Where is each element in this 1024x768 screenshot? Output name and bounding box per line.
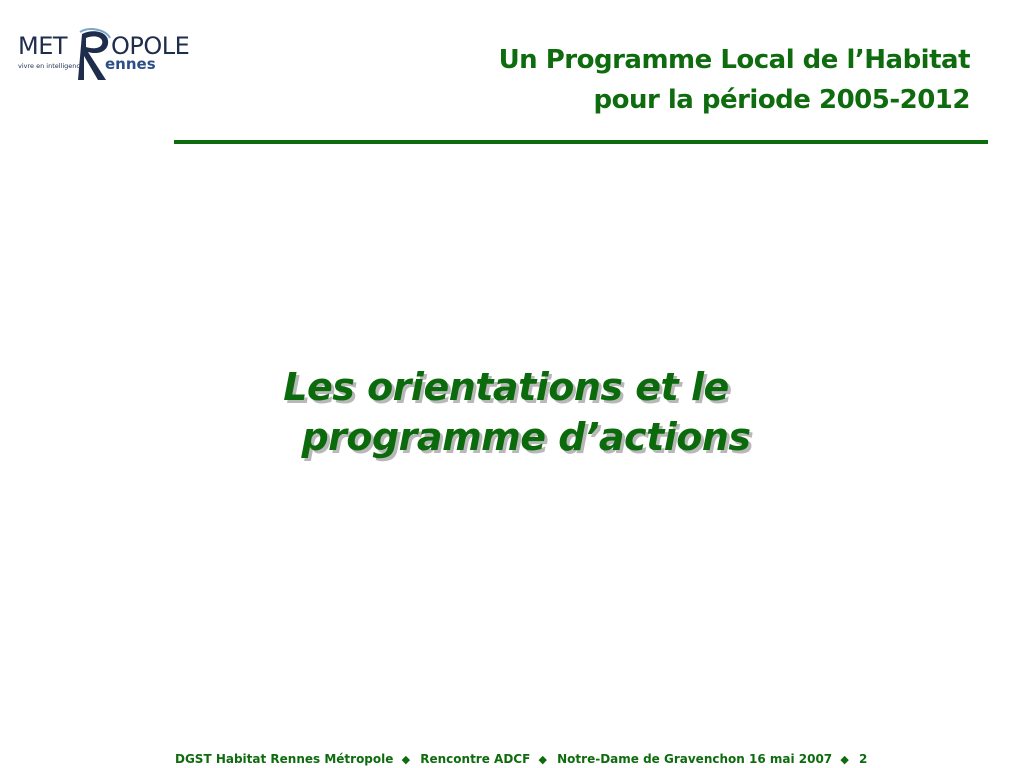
- section-heading: [0, 362, 1024, 462]
- logo-word-met: MET: [18, 32, 68, 60]
- footer-page-number: 2: [859, 752, 868, 766]
- metropole-rennes-logo: [14, 22, 190, 84]
- diamond-icon: ◆: [538, 753, 547, 766]
- slide-footer: [175, 752, 867, 767]
- logo-tagline: vivre en intelligence: [18, 62, 84, 70]
- header-title-line2: pour la période 2005-2012: [593, 85, 970, 115]
- footer-org: DGST Habitat Rennes Métropole: [175, 752, 394, 766]
- diamond-icon: ◆: [401, 753, 411, 766]
- footer-event: Rencontre ADCF: [420, 752, 531, 766]
- logo-word-opole: OPOLE: [111, 32, 190, 60]
- section-heading-line1: Les orientations et le: [283, 365, 729, 409]
- diamond-icon: ◆: [840, 753, 849, 766]
- header-title-line1: Un Programme Local de l’Habitat: [498, 45, 970, 75]
- logo-word-ennes: ennes: [105, 55, 156, 73]
- section-heading-line2: programme d’actions: [301, 415, 751, 459]
- slide-header-title: [499, 40, 970, 120]
- header-divider: [174, 140, 988, 144]
- footer-location-date: Notre-Dame de Gravenchon 16 mai 2007: [557, 752, 833, 766]
